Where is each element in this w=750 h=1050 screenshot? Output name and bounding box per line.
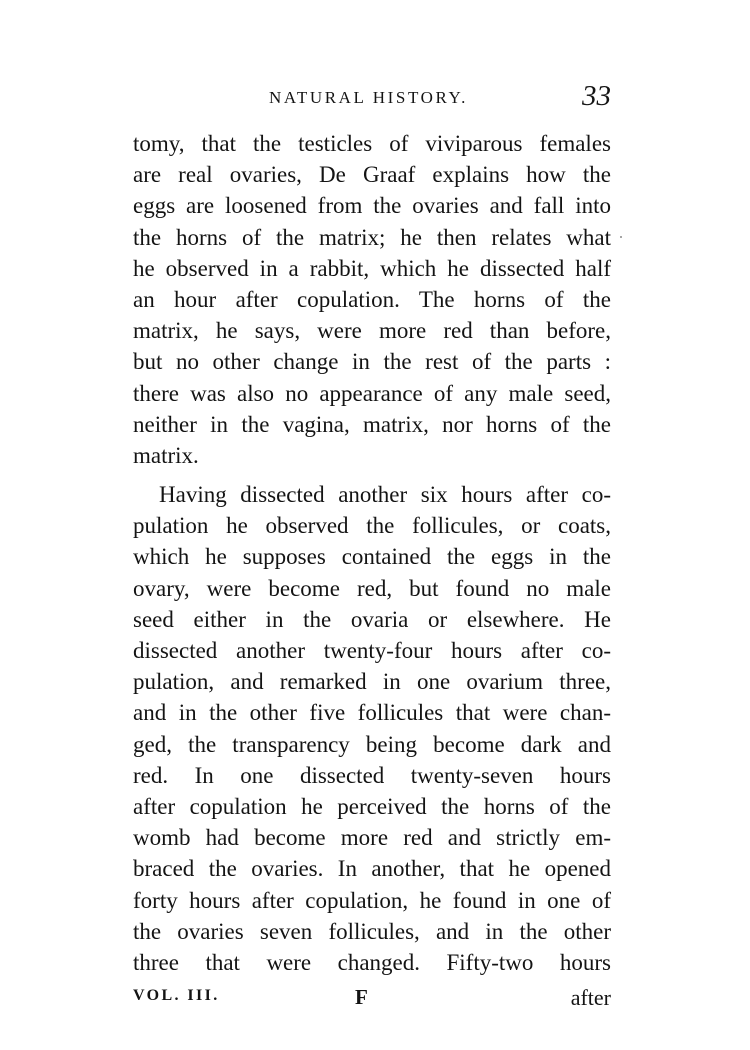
text-line: forty hours after copulation, he found in one of xyxy=(133,887,611,913)
text-line: he observed in a rabbit, which he dissected half xyxy=(133,255,611,281)
text-line: braced the ovaries. In another, that he opened xyxy=(133,856,611,882)
text-line: dissected another twenty-four hours after co- xyxy=(133,638,611,663)
text-line: womb had become more red and strictly em- xyxy=(133,825,611,851)
text-line: are real ovaries, De Graaf explains how the xyxy=(133,162,611,188)
running-title: NATURAL HISTORY. xyxy=(269,88,469,107)
text-line: eggs are loosened from the ovaries and fall into xyxy=(133,193,611,219)
text-line: ged, the transparency being become dark and xyxy=(133,731,611,757)
text-line: and in the other five follicules that were chan- xyxy=(133,700,611,726)
text-line: pulation, and remarked in one ovarium three, xyxy=(133,669,611,695)
paragraph-1 xyxy=(133,128,611,471)
text-line: there was also no appearance of any male seed, xyxy=(133,380,611,406)
text-line: the ovaries seven follicules, and in the other xyxy=(133,918,611,944)
text-line: but no other change in the rest of the parts : xyxy=(133,349,611,375)
text-line: ovary, were become red, but found no male xyxy=(133,575,611,601)
text-line: red. In one dissected twenty-seven hours xyxy=(133,762,611,788)
text-line: seed either in the ovaria or elsewhere. He xyxy=(133,606,611,632)
body-text xyxy=(133,128,611,978)
text-line: the horns of the matrix; he then relates what xyxy=(133,224,611,250)
volume-label: VOL. III. xyxy=(133,987,220,1004)
paragraph-2 xyxy=(133,479,611,978)
text-line: matrix, he says, were more red than before, xyxy=(133,318,611,344)
catchword: after xyxy=(570,985,611,1010)
signature-mark: F xyxy=(355,985,368,1009)
text-line: after copulation he perceived the horns of the xyxy=(133,793,611,819)
text-line: tomy, that the testicles of viviparous females xyxy=(133,131,611,156)
text-line: neither in the vagina, matrix, nor horns of the xyxy=(133,411,611,437)
text-line: three that were changed. Fifty-two hours xyxy=(133,949,611,975)
page-footer xyxy=(133,985,611,1015)
text-line: which he supposes contained the eggs in the xyxy=(133,544,611,570)
text-line: Having dissected another six hours after co- xyxy=(159,482,611,508)
page-number: 33 xyxy=(582,80,611,112)
text-line: an hour after copulation. The horns of the xyxy=(133,286,611,312)
text-line: pulation he observed the follicules, or coats, xyxy=(133,513,611,539)
ink-speck xyxy=(620,236,622,238)
running-head xyxy=(133,80,611,116)
paragraph-gap xyxy=(133,471,611,479)
text-line: matrix. xyxy=(133,442,199,468)
